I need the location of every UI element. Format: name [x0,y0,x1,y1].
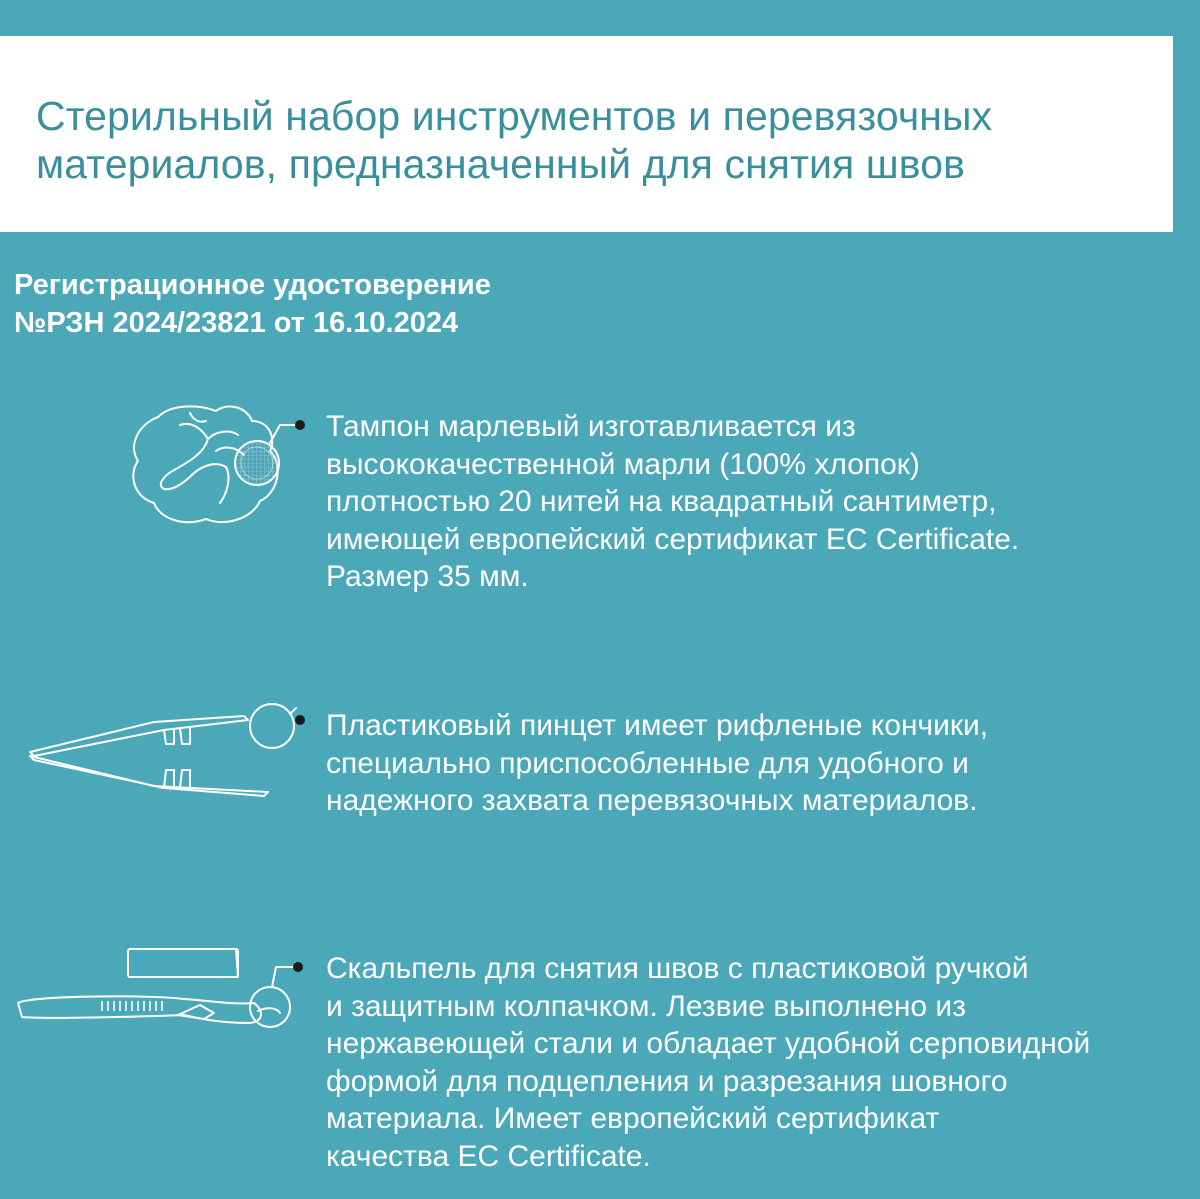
gauze-swab-description: Тампон марлевый изготавливается из высококачественной марли (100% хлопок) плотностью 20 нитей на квадратный сантиметр, имеющей европейский сертификат EC Certificate. Размер 35 мм. [326,410,1020,593]
page-title-line-2: материалов, предназначенный для снятия швов [36,141,965,187]
scalpel-icon [14,945,314,1045]
registration-line-2: №РЗН 2024/23821 от 16.10.2024 [14,307,459,339]
registration-line-1: Регистрационное удостоверение [14,269,491,301]
registration-certificate [14,266,491,342]
page-title-line-1: Стерильный набор инструментов и перевязочных [36,93,993,139]
gauze-swab-icon [120,395,320,535]
tweezers-description: Пластиковый пинцет имеет рифленые кончики, специально приспособленные для удобного и надежного захвата перевязочных материалов. [326,709,989,817]
page-title [36,92,1136,188]
tweezers-icon [24,700,314,810]
scalpel-description: Скальпель для снятия швов с пластиковой ручкой и защитным колпачком. Лезвие выполнено из нержавеющей стали и обладает удобной серповидной формой для подцепления и разрезания шовного материала. Имеет европейский сертификат качества EC Certificate. [326,952,1091,1173]
